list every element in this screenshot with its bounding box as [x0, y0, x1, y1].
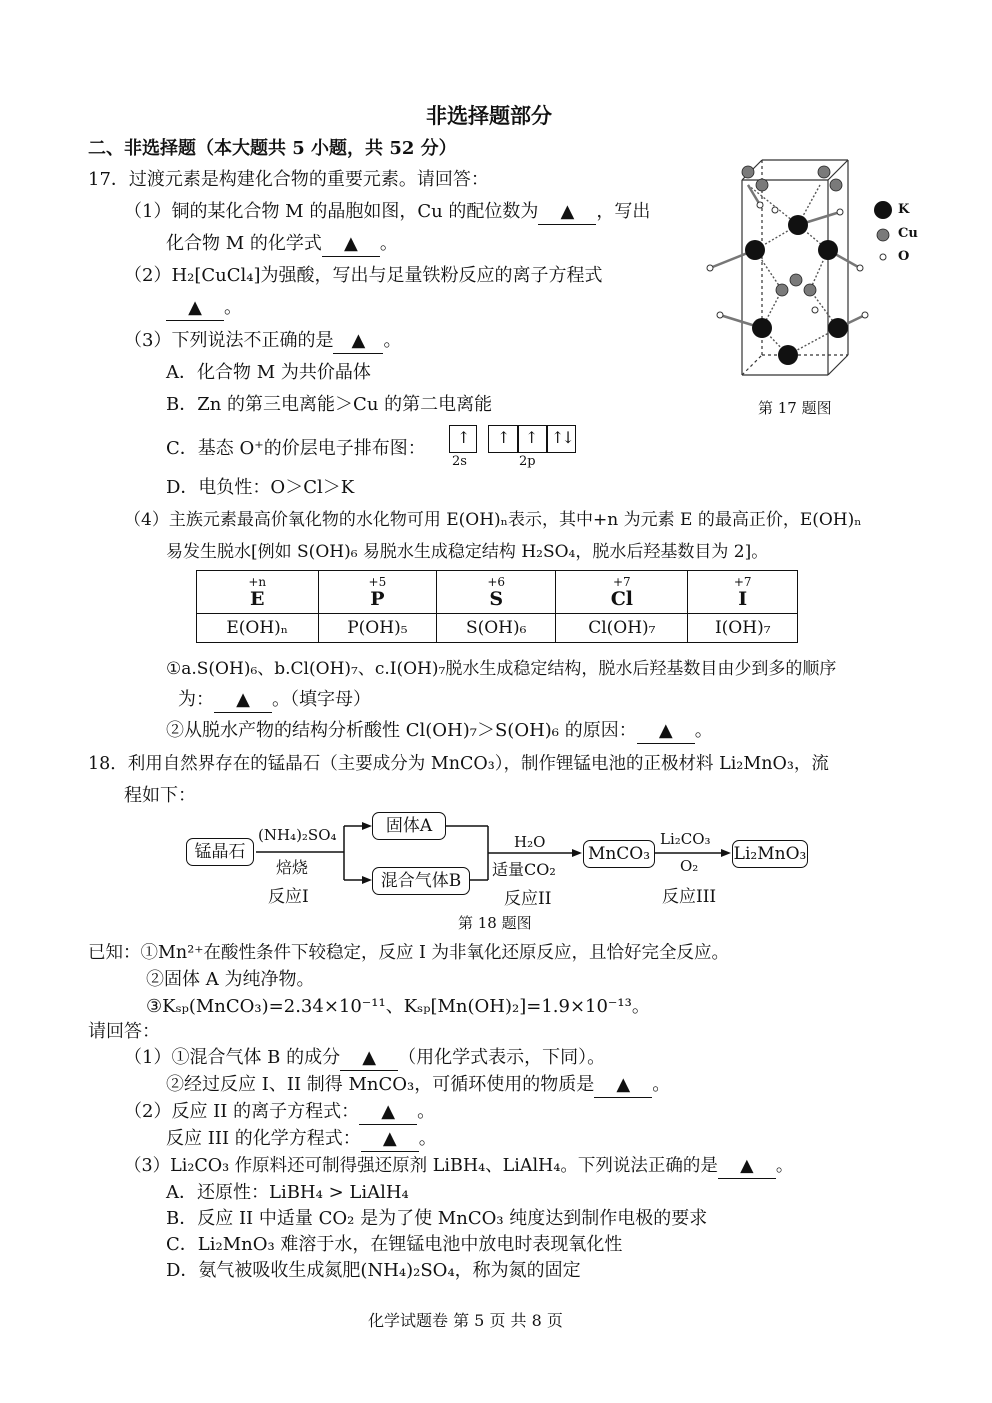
q17-part1-text-a: （1）铜的某化合物 M 的晶胞如图，Cu 的配位数为 [124, 201, 539, 222]
q18-option-c: C．Li₂MnO₃ 难溶于水，在锂锰电池中放电时表现氧化性 [166, 1234, 623, 1255]
flow-mnco3-box: MnCO₃ [583, 840, 655, 868]
element-symbol: E [250, 588, 265, 610]
q18-part2-text-d: 。 [418, 1128, 437, 1149]
q18-part2-line2 [166, 1127, 437, 1152]
q17-part1-text-c: 化合物 M 的化学式 [166, 233, 322, 254]
q18-part1-text-b: （用化学式表示，下同）。 [398, 1047, 606, 1068]
q18-part3-text-a: （3）Li₂CO₃ 作原料还可制得强还原剂 LiBH₄、LiAlH₄。下列说法正确的是 [124, 1156, 718, 1176]
flow-reagent-1: (NH₄)₂SO₄ [258, 826, 337, 844]
legend-cu: Cu [898, 226, 918, 241]
q17-part4-line2: 易发生脱水[例如 S(OH)₆ 易脱水生成稳定结构 H₂SO₄，脱水后羟基数目为 2]。 [166, 542, 769, 562]
q17-option-d: D．电负性：O＞Cl＞K [166, 477, 355, 498]
up-arrow-icon: ↑ [525, 428, 539, 447]
q17-option-c: C．基态 O⁺的价层电子排布图： [166, 438, 426, 459]
up-arrow-icon: ↑ [497, 428, 511, 447]
oxidation-state: +7 [733, 575, 752, 589]
q18-part2-line1 [124, 1100, 435, 1125]
answer-blank[interactable]: ▲ [718, 1154, 776, 1179]
q17-part1-text-d: 。 [379, 233, 398, 254]
answer-blank[interactable]: ▲ [538, 200, 596, 225]
q17-part3-text-a: （3）下列说法不正确的是 [124, 330, 334, 351]
flow-reaction-1: 反应I [268, 887, 309, 907]
q17-part1-text-b: ，写出 [596, 201, 651, 222]
q17-option-b: B．Zn 的第三电离能＞Cu 的第二电离能 [166, 394, 493, 415]
answer-blank[interactable]: ▲ [322, 232, 380, 257]
q18-part2-text-a: （2）反应 II 的离子方程式： [124, 1101, 360, 1122]
oxidation-state: +6 [487, 575, 506, 589]
q17-figure-caption: 第 17 题图 [758, 399, 832, 417]
q17-sub2-text-b: 。 [694, 720, 713, 741]
element-symbol: Cl [610, 588, 634, 610]
q17-sub1-text-a: 为： [178, 689, 214, 710]
answer-blank[interactable]: ▲ [637, 719, 695, 744]
flow-reagent-2: H₂O [514, 833, 546, 851]
answer-blank[interactable]: ▲ [166, 296, 224, 321]
q18-known-1: 已知：①Mn²⁺在酸性条件下较稳定，反应 I 为非氧化还原反应，且恰好完全反应。 [88, 943, 729, 963]
q18-part1-line2 [166, 1073, 670, 1098]
q18-part1-line1 [124, 1046, 605, 1071]
q17-sub1-text-b: 。（填字母） [272, 689, 371, 710]
table-cell: E(OH)ₙ [197, 614, 319, 643]
legend-o: O [898, 249, 910, 264]
up-down-arrow-icon: ↑↓ [551, 428, 572, 447]
oxidation-state: +n [248, 575, 267, 589]
q17-option-a: A．化合物 M 为共价晶体 [166, 362, 371, 383]
flow-gas-b-box: 混合气体B [372, 867, 470, 895]
q17-sub2-text-a: ②从脱水产物的结构分析酸性 Cl(OH)₇＞S(OH)₆ 的原因： [166, 720, 637, 741]
q17-part4-line1: （4）主族元素最高价氧化物的水化物可用 E(OH)ₙ表示，其中+n 为元素 E 的最高正价，E(OH)ₙ [124, 510, 862, 530]
q18-part1-text-c: ②经过反应 I、II 制得 MnCO₃，可循环使用的物质是 [166, 1074, 595, 1095]
q18-figure-caption: 第 18 题图 [458, 914, 532, 932]
q18-part1-text-d: 。 [652, 1074, 671, 1095]
q18-option-a: A．还原性：LiBH₄ > LiAlH₄ [166, 1182, 409, 1203]
answer-blank[interactable]: ▲ [361, 1127, 419, 1152]
flow-reagent-3: Li₂CO₃ [660, 830, 711, 848]
q17-part2-line1: （2）H₂[CuCl₄]为强酸，写出与足量铁粉反应的离子方程式 [124, 265, 603, 286]
legend-k: K [898, 202, 910, 217]
oxidation-state: +7 [613, 575, 631, 589]
q17-part3-text-b: 。 [383, 330, 402, 351]
q18-answer-prompt: 请回答： [88, 1021, 160, 1042]
flow-start-box: 锰晶石 [186, 838, 254, 866]
element-symbol: P [370, 588, 385, 610]
answer-blank[interactable]: ▲ [333, 329, 383, 354]
table-cell: Cl(OH)₇ [556, 614, 688, 643]
flow-condition-3: O₂ [680, 857, 699, 875]
page-footer: 化学试题卷 第 5 页 共 8 页 [368, 1311, 563, 1330]
q17-stem: 17．过渡元素是构建化合物的重要元素。请回答： [88, 169, 489, 190]
flow-condition-1: 焙烧 [276, 858, 309, 877]
q18-stem-line1: 18．利用自然界存在的锰晶石（主要成分为 MnCO₃），制作锂锰电池的正极材料 Li₂MnO₃，流 [88, 754, 829, 774]
q18-part3 [124, 1154, 793, 1179]
oxidation-state: +5 [368, 575, 387, 589]
flow-solid-a-box: 固体A [372, 812, 446, 840]
q18-option-d: D．氨气被吸收生成氮肥(NH₄)₂SO₄，称为氮的固定 [166, 1260, 581, 1281]
q18-option-b: B．反应 II 中适量 CO₂ 是为了使 MnCO₃ 纯度达到制作电极的要求 [166, 1208, 708, 1229]
orbital-2p-label: 2p [519, 454, 536, 469]
q18-part2-text-c: 反应 III 的化学方程式： [166, 1128, 361, 1149]
q17-sub1-line1: ①a.S(OH)₆、b.Cl(OH)₇、c.I(OH)₇脱水生成稳定结构，脱水后羟基数目由少到多的顺序 [166, 659, 837, 679]
flow-reaction-2: 反应II [504, 889, 552, 909]
table-cell: I(OH)₇ [688, 614, 798, 643]
q17-part2-text-b: 。 [224, 297, 242, 318]
up-arrow-icon: ↑ [457, 428, 471, 447]
q18-known-3: ③Kₛₚ(MnCO₃)=2.34×10⁻¹¹、Kₛₚ[Mn(OH)₂]=1.9×10⁻¹³。 [146, 996, 650, 1017]
flow-product-box: Li₂MnO₃ [732, 840, 808, 868]
element-symbol: S [489, 588, 504, 610]
table-cell: S(OH)₆ [437, 614, 556, 643]
answer-blank[interactable]: ▲ [214, 688, 272, 713]
answer-blank[interactable]: ▲ [359, 1100, 417, 1125]
q18-known-2: ②固体 A 为纯净物。 [146, 969, 315, 990]
element-symbol: I [738, 588, 748, 610]
page-title: 非选择题部分 [426, 103, 552, 128]
table-cell: P(OH)₅ [318, 614, 437, 643]
q18-part3-text-b: 。 [775, 1156, 794, 1176]
answer-blank[interactable]: ▲ [594, 1073, 652, 1098]
q18-stem-line2: 程如下： [124, 785, 196, 806]
answer-blank[interactable]: ▲ [340, 1046, 398, 1071]
section-header: 二、非选择题（本大题共 5 小题，共 52 分） [88, 138, 457, 159]
orbital-2s-label: 2s [452, 454, 467, 469]
flow-condition-2: 适量CO₂ [492, 860, 556, 879]
flow-reaction-3: 反应III [662, 887, 717, 907]
q18-part2-text-b: 。 [417, 1101, 436, 1122]
q18-part1-text-a: （1）①混合气体 B 的成分 [124, 1047, 341, 1068]
